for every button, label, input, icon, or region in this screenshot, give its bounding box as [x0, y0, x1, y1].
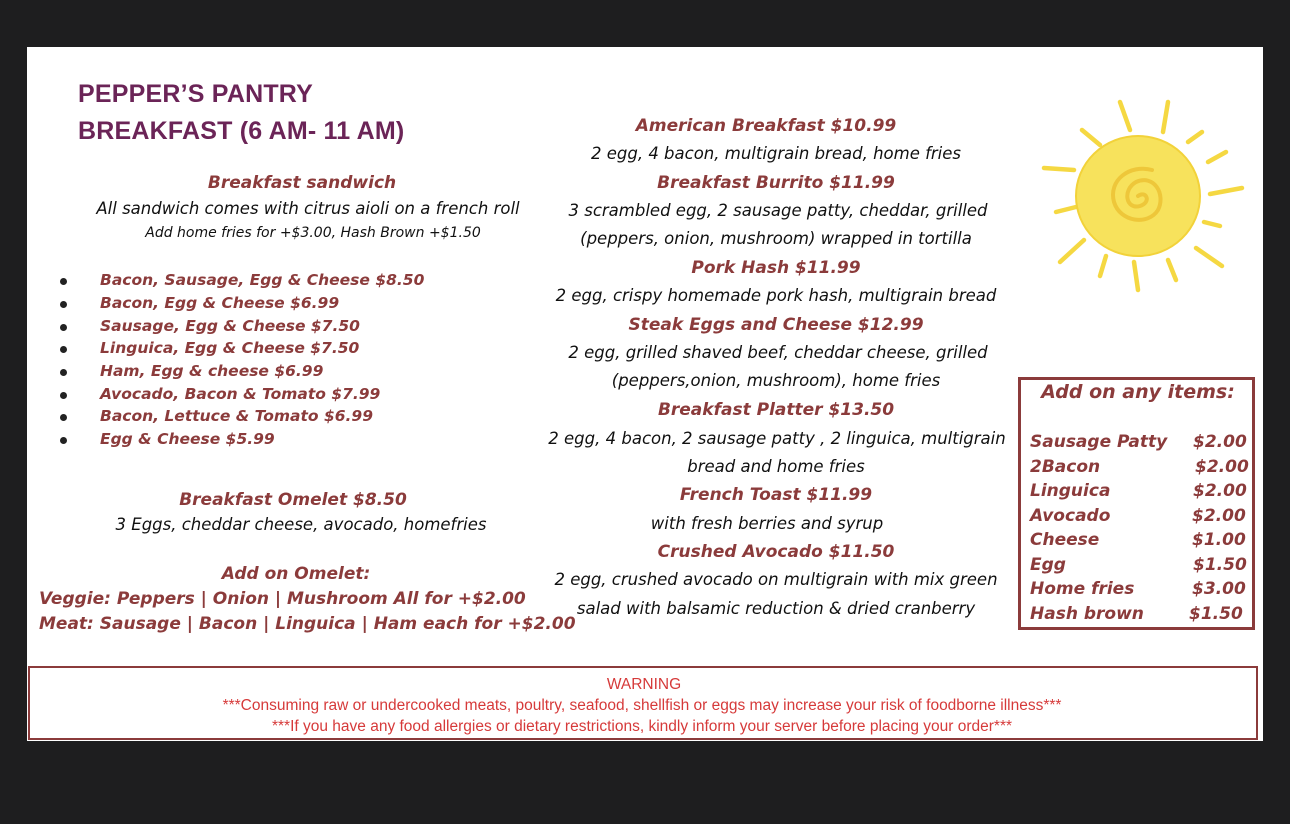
addon-item-price: $2.00 — [1195, 457, 1249, 477]
addon-item-name: 2Bacon — [1030, 457, 1101, 477]
list-item: Bacon, Lettuce & Tomato $6.99 — [100, 407, 373, 425]
entree-name: Crushed Avocado $11.50 — [657, 542, 895, 562]
entree-name: Breakfast Platter $13.50 — [657, 400, 895, 420]
addon-item-name: Hash brown — [1030, 604, 1144, 624]
list-item: Sausage, Egg & Cheese $7.50 — [100, 317, 360, 335]
bullet — [60, 278, 67, 285]
addon-item-name: Avocado — [1030, 506, 1111, 526]
entree-description: 2 egg, 4 bacon, multigrain bread, home fries — [590, 144, 962, 163]
list-item: Linguica, Egg & Cheese $7.50 — [100, 339, 360, 357]
entree-description: 3 scrambled egg, 2 sausage patty, cheddar, grilled — [568, 201, 988, 220]
addon-item-price: $2.00 — [1193, 481, 1247, 501]
sandwich-note: All sandwich comes with citrus aioli on a french roll — [96, 199, 520, 218]
entree-description: (peppers, onion, mushroom) wrapped in tortilla — [580, 229, 972, 248]
entree-description: bread and home fries — [687, 457, 865, 476]
entree-name: American Breakfast $10.99 — [635, 116, 897, 136]
omelet-description: 3 Eggs, cheddar cheese, avocado, homefries — [115, 515, 487, 534]
warning-line-raw-food: ***Consuming raw or undercooked meats, poultry, seafood, shellfish or eggs may increase your risk of foodborne illness*** — [222, 697, 1062, 714]
bullet — [60, 437, 67, 444]
addon-item-price: $1.00 — [1192, 530, 1246, 550]
entree-name: Breakfast Burrito $11.99 — [657, 173, 895, 193]
sandwich-addon-note: Add home fries for +$3.00, Hash Brown +$1.50 — [145, 225, 481, 241]
entree-description: salad with balsamic reduction & dried cranberry — [576, 599, 976, 618]
entree-description: 2 egg, 4 bacon, 2 sausage patty , 2 linguica, multigrain — [548, 429, 1006, 448]
addon-item-name: Cheese — [1030, 530, 1100, 550]
addon-item-price: $1.50 — [1193, 555, 1247, 575]
sandwich-heading: Breakfast sandwich — [207, 173, 397, 193]
addon-item-name: Sausage Patty — [1030, 432, 1168, 452]
omelet-heading: Breakfast Omelet $8.50 — [179, 490, 407, 510]
list-item: Avocado, Bacon & Tomato $7.99 — [100, 385, 381, 403]
addon-item-price: $2.00 — [1192, 506, 1246, 526]
addon-item-price: $1.50 — [1189, 604, 1243, 624]
omelet-addon-heading: Add on Omelet: — [221, 564, 371, 584]
omelet-addon-meat: Meat: Sausage | Bacon | Linguica | Ham each for +$2.00 — [39, 614, 576, 634]
omelet-addon-veggie: Veggie: Peppers | Onion | Mushroom All for +$2.00 — [39, 589, 526, 609]
addon-item-name: Linguica — [1030, 481, 1111, 501]
entree-description: with fresh berries and syrup — [650, 514, 884, 533]
list-item: Ham, Egg & cheese $6.99 — [100, 362, 324, 380]
addon-heading: Add on any items: — [1041, 381, 1235, 403]
list-item: Bacon, Egg & Cheese $6.99 — [100, 294, 340, 312]
bullet — [60, 414, 67, 421]
bullet — [60, 392, 67, 399]
addon-item-name: Home fries — [1030, 579, 1135, 599]
warning-line-allergies: ***If you have any food allergies or dietary restrictions, kindly inform your server before placing your order*** — [271, 718, 1013, 735]
bullet — [60, 324, 67, 331]
addon-item-price: $2.00 — [1193, 432, 1247, 452]
bullet — [60, 301, 67, 308]
entree-description: 2 egg, grilled shaved beef, cheddar cheese, grilled — [568, 343, 988, 362]
entree-name: French Toast $11.99 — [679, 485, 873, 505]
list-item: Bacon, Sausage, Egg & Cheese $8.50 — [100, 271, 425, 289]
bullet — [60, 346, 67, 353]
entree-description: (peppers,onion, mushroom), home fries — [611, 371, 941, 390]
entree-name: Pork Hash $11.99 — [691, 258, 861, 278]
warning-title: WARNING — [606, 676, 682, 693]
entree-description: 2 egg, crushed avocado on multigrain with mix green — [554, 570, 998, 589]
entree-name: Steak Eggs and Cheese $12.99 — [628, 315, 924, 335]
addon-item-price: $3.00 — [1192, 579, 1246, 599]
menu-title: PEPPER’S PANTRY — [78, 80, 313, 108]
bullet — [60, 369, 67, 376]
menu-subtitle: BREAKFAST (6 AM- 11 AM) — [78, 117, 405, 145]
addon-item-name: Egg — [1030, 555, 1066, 575]
sun-icon — [1030, 90, 1260, 300]
entree-description: 2 egg, crispy homemade pork hash, multigrain bread — [555, 286, 997, 305]
list-item: Egg & Cheese $5.99 — [100, 430, 275, 448]
